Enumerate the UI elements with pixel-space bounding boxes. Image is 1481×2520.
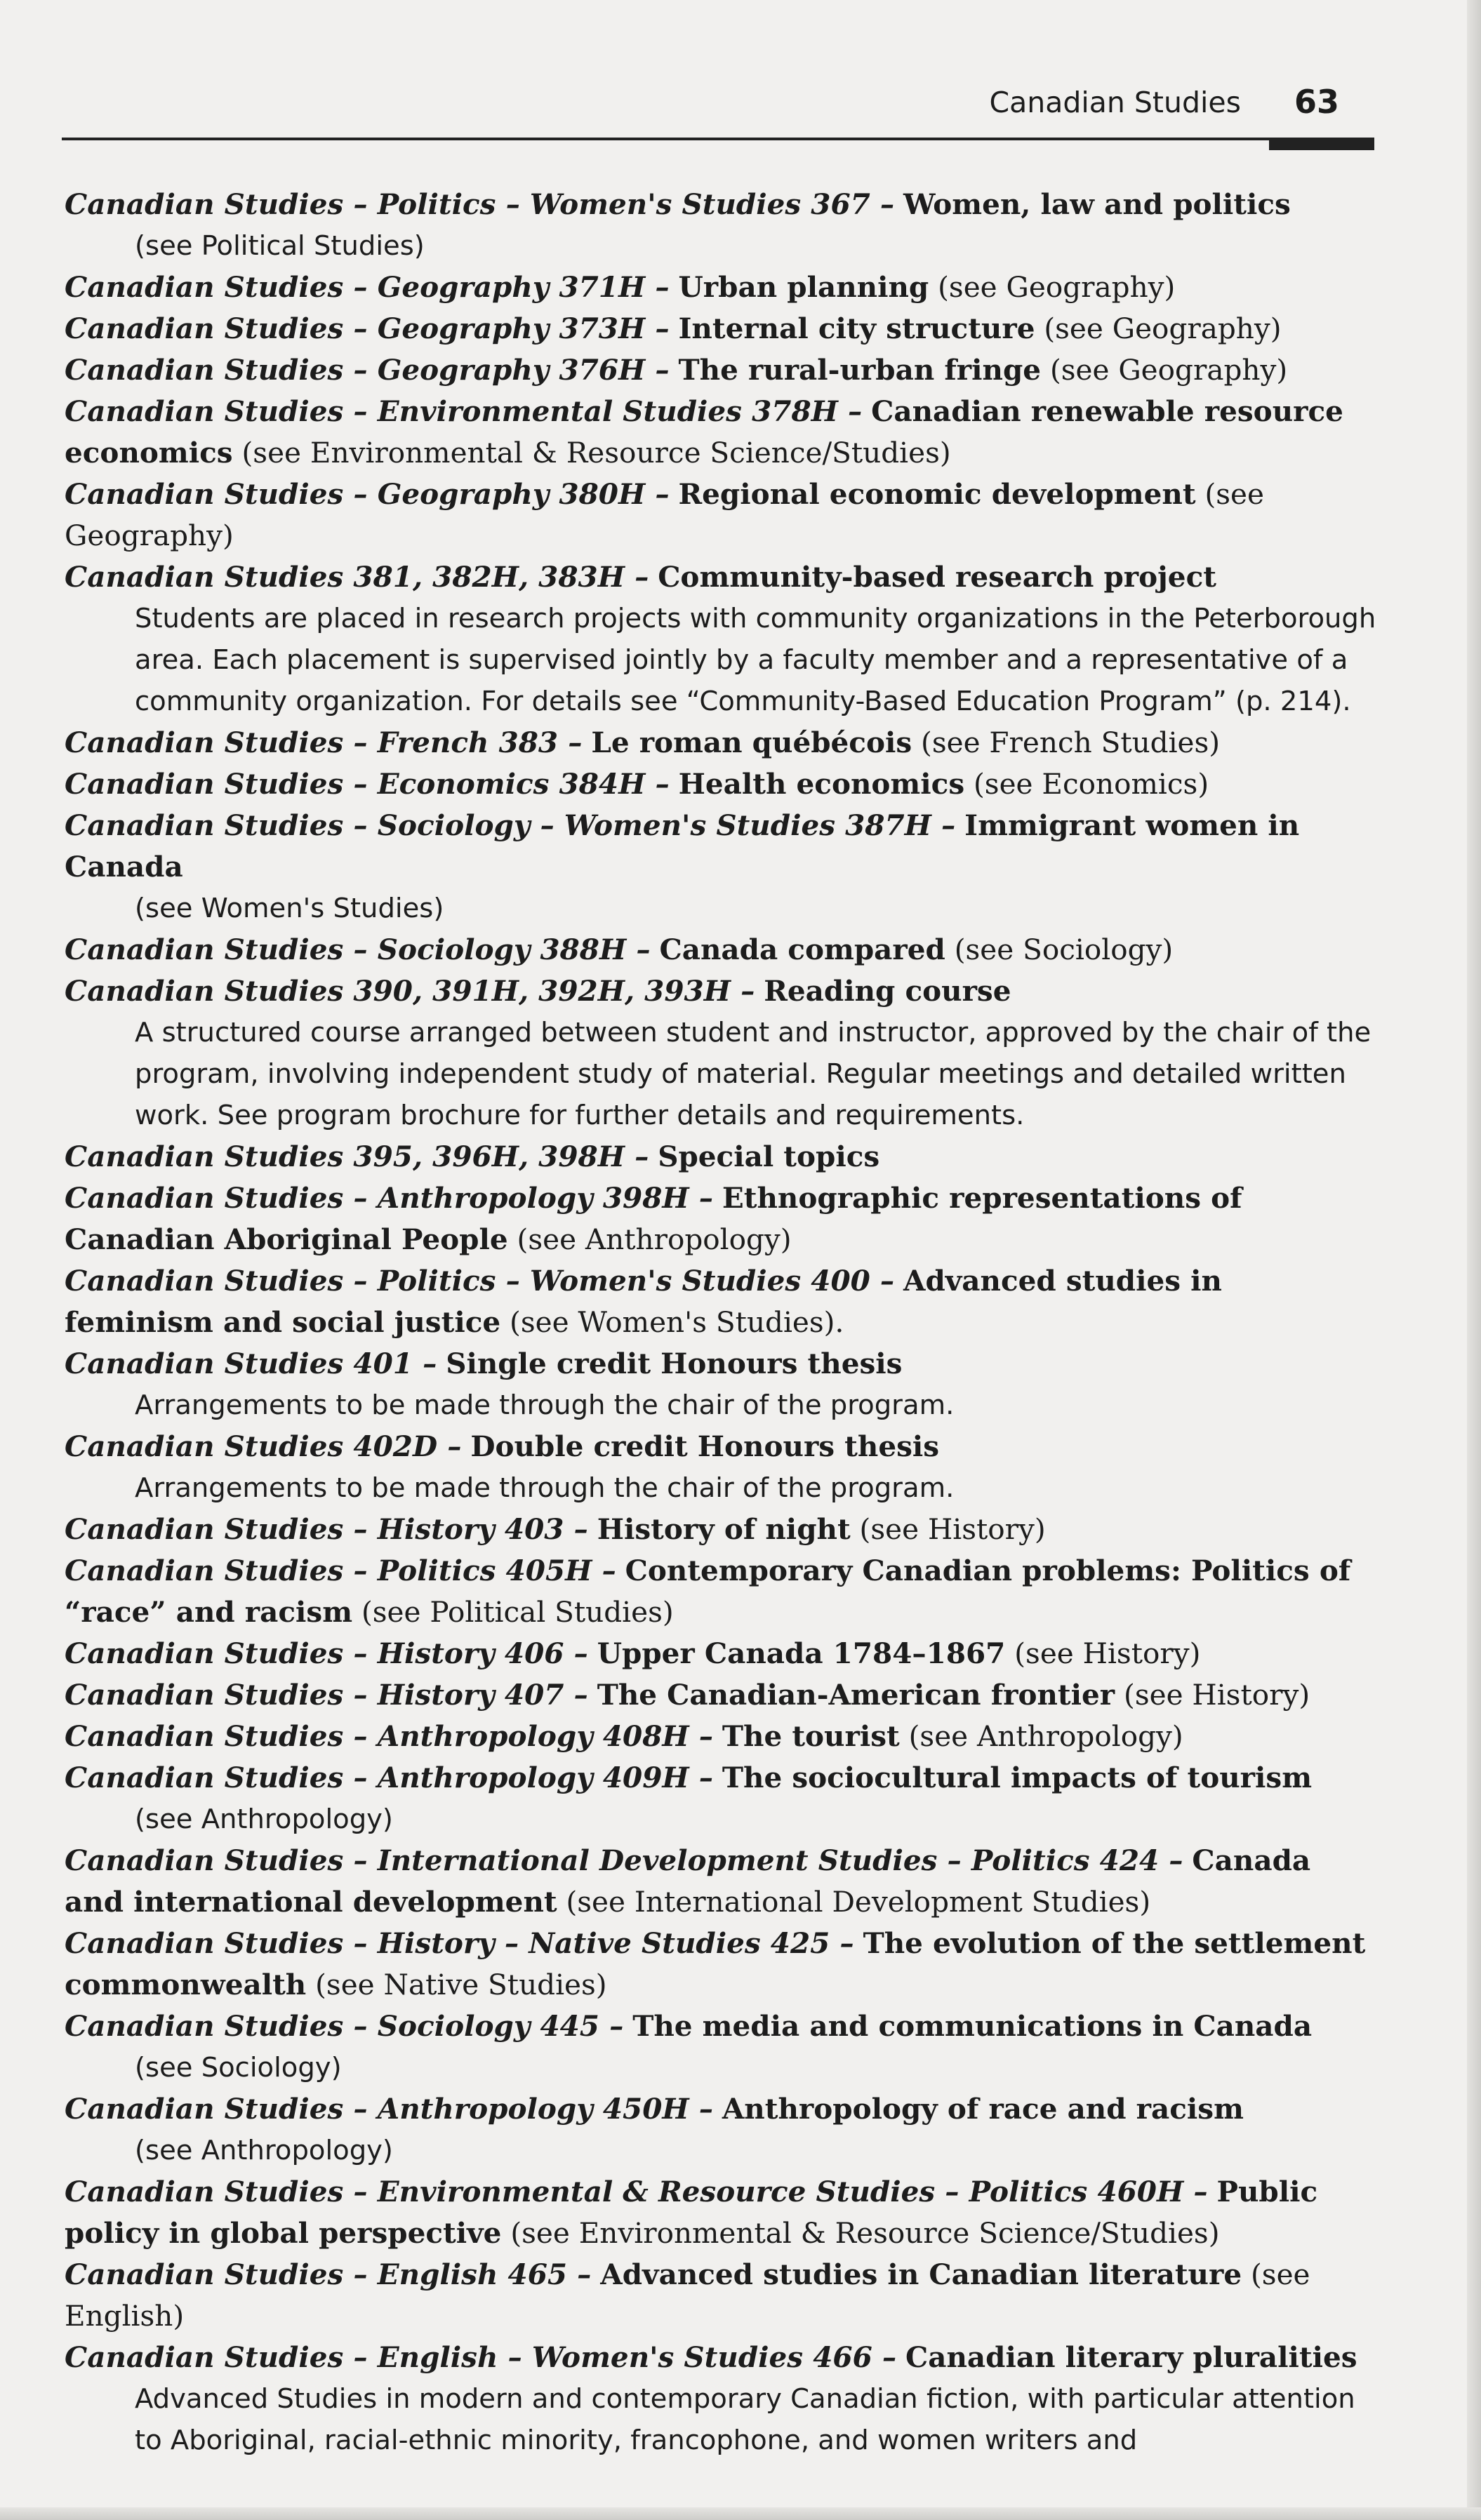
course-entry <box>65 1840 1377 1923</box>
header-rule-tab <box>1269 138 1374 150</box>
course-entry <box>65 267 1377 308</box>
course-entry <box>65 2088 1377 2130</box>
course-title: The rural-urban fringe <box>678 353 1042 387</box>
course-code: Canadian Studies – Anthropology 409H – <box>65 1761 713 1794</box>
course-code: Canadian Studies – Economics 384H – <box>65 767 670 801</box>
course-description: Arrangements to be made through the chair of the program. <box>135 1472 955 1504</box>
course-title: Le roman québécois <box>591 726 912 759</box>
page-number: 63 <box>1294 83 1339 121</box>
course-title: Immigrant women in Canada <box>65 808 1300 884</box>
course-code: Canadian Studies – Anthropology 398H – <box>65 1181 713 1215</box>
course-code: Canadian Studies – French 383 – <box>65 726 583 759</box>
see-reference: (see Geography) <box>65 477 1264 552</box>
course-title: Advanced studies in feminism and social justice <box>65 1264 1222 1339</box>
course-entry <box>65 2254 1377 2337</box>
course-code: Canadian Studies – Politics – Women's Studies 400 – <box>65 1264 895 1298</box>
page-edge-shadow <box>0 2507 1481 2520</box>
see-reference: (see English) <box>65 2258 1310 2333</box>
course-entry <box>65 929 1377 971</box>
see-reference: (see French Studies) <box>921 726 1221 759</box>
course-entry <box>65 1343 1377 1385</box>
header-rule <box>62 138 1374 140</box>
course-entry <box>65 1178 1377 1260</box>
course-title: Community-based research project <box>658 560 1216 594</box>
see-reference: (see Geography) <box>938 270 1176 304</box>
course-entry <box>65 805 1377 888</box>
course-title: The Canadian-American frontier <box>597 1678 1115 1712</box>
course-title: Special topics <box>658 1140 880 1173</box>
course-code: Canadian Studies 381, 382H, 383H – <box>65 560 649 594</box>
course-code: Canadian Studies 401 – <box>65 1347 437 1380</box>
see-reference: (see Native Studies) <box>315 1968 607 2001</box>
course-description: (see Sociology) <box>135 2052 342 2084</box>
see-reference: (see Environmental & Resource Science/Studies) <box>510 2216 1220 2250</box>
course-code: Canadian Studies 390, 391H, 392H, 393H – <box>65 974 755 1008</box>
course-code: Canadian Studies – English 465 – <box>65 2258 592 2291</box>
course-code: Canadian Studies – Sociology – Women's Studies 387H – <box>65 808 956 842</box>
course-title: Urban planning <box>678 270 929 304</box>
course-entry <box>65 722 1377 764</box>
course-description: (see Political Studies) <box>135 230 425 262</box>
course-title: Canada compared <box>659 933 945 966</box>
course-code: Canadian Studies – Anthropology 408H – <box>65 1719 713 1753</box>
see-reference: (see History) <box>859 1512 1046 1546</box>
course-entry <box>65 1509 1377 1550</box>
course-code: Canadian Studies – History 407 – <box>65 1678 588 1712</box>
course-title: Contemporary Canadian problems: Politics of “race” and racism <box>65 1554 1351 1629</box>
see-reference: (see Geography) <box>1044 312 1282 345</box>
page-header <box>62 77 1374 147</box>
course-entry <box>65 349 1377 391</box>
course-title: Double credit Honours thesis <box>470 1429 940 1463</box>
see-reference: (see Environmental & Resource Science/Studies) <box>241 436 951 469</box>
course-entry <box>65 391 1377 474</box>
course-list <box>65 184 1377 2461</box>
course-code: Canadian Studies – Anthropology 450H – <box>65 2092 713 2126</box>
course-title: Internal city structure <box>678 312 1035 345</box>
see-reference: (see Women's Studies). <box>510 1305 844 1339</box>
course-code: Canadian Studies – Geography 373H – <box>65 312 670 345</box>
course-code: Canadian Studies – History 403 – <box>65 1512 588 1546</box>
course-entry <box>65 764 1377 805</box>
course-description: Students are placed in research projects with community organizations in the Peterborough area. Each placement is supervised jointly by a faculty member and a representative of a community organization. For details see “Community-Based Education Program” (p. 214). <box>135 603 1376 717</box>
course-code: Canadian Studies – Environmental Studies 378H – <box>65 394 863 428</box>
course-code: Canadian Studies – Politics 405H – <box>65 1554 616 1587</box>
course-description: (see Women's Studies) <box>135 893 444 924</box>
see-reference: (see Geography) <box>1049 353 1288 387</box>
course-code: Canadian Studies – History – Native Studies 425 – <box>65 1926 854 1960</box>
course-title: The sociocultural impacts of tourism <box>722 1761 1313 1794</box>
course-entry <box>65 1426 1377 1467</box>
course-entry <box>65 1923 1377 2006</box>
course-code: Canadian Studies – English – Women's Studies 466 – <box>65 2340 897 2374</box>
course-entry <box>65 971 1377 1012</box>
course-title: Canada and international development <box>65 1844 1311 1919</box>
course-code: Canadian Studies – Geography 380H – <box>65 477 670 511</box>
course-title: The evolution of the settlement commonwealth <box>65 1926 1366 2001</box>
course-title: Canadian renewable resource economics <box>65 394 1343 469</box>
see-reference: (see Economics) <box>974 767 1209 801</box>
course-entry <box>65 1674 1377 1716</box>
course-entry <box>65 184 1377 225</box>
page-edge-shadow <box>1467 0 1481 2520</box>
see-reference: (see History) <box>1014 1636 1201 1670</box>
course-title: Ethnographic representations of Canadian Aboriginal People <box>65 1181 1242 1256</box>
course-entry <box>65 1550 1377 1633</box>
course-code: Canadian Studies 395, 396H, 398H – <box>65 1140 649 1173</box>
course-title: Canadian literary pluralities <box>905 2340 1357 2374</box>
course-code: Canadian Studies – History 406 – <box>65 1636 588 1670</box>
course-title: The tourist <box>722 1719 900 1753</box>
course-code: Canadian Studies – International Development Studies – Politics 424 – <box>65 1844 1183 1877</box>
course-entry <box>65 2006 1377 2047</box>
course-title: Public policy in global perspective <box>65 2175 1318 2250</box>
course-code: Canadian Studies – Geography 371H – <box>65 270 670 304</box>
course-code: Canadian Studies – Geography 376H – <box>65 353 670 387</box>
see-reference: (see Political Studies) <box>361 1595 674 1629</box>
course-title: Anthropology of race and racism <box>722 2092 1244 2126</box>
course-entry <box>65 1757 1377 1799</box>
course-code: Canadian Studies – Sociology 388H – <box>65 933 651 966</box>
course-title: Reading course <box>764 974 1011 1008</box>
course-title: Health economics <box>678 767 965 801</box>
course-code: Canadian Studies – Environmental & Resource Studies – Politics 460H – <box>65 2175 1208 2208</box>
see-reference: (see Anthropology) <box>908 1719 1183 1753</box>
course-code: Canadian Studies – Sociology 445 – <box>65 2009 624 2043</box>
course-entry <box>65 474 1377 556</box>
running-head: Canadian Studies <box>989 86 1241 119</box>
course-code: Canadian Studies 402D – <box>65 1429 462 1463</box>
course-entry <box>65 556 1377 598</box>
course-code: Canadian Studies – Politics – Women's Studies 367 – <box>65 187 895 221</box>
course-description: Advanced Studies in modern and contemporary Canadian fiction, with particular attention to Aboriginal, racial-ethnic minority, francophone, and women writers and <box>135 2383 1355 2456</box>
course-entry <box>65 1633 1377 1674</box>
course-title: Women, law and politics <box>903 187 1291 221</box>
course-entry <box>65 1260 1377 1343</box>
see-reference: (see Anthropology) <box>517 1222 792 1256</box>
course-description: Arrangements to be made through the chair of the program. <box>135 1389 955 1421</box>
course-entry <box>65 1716 1377 1757</box>
course-description: A structured course arranged between student and instructor, approved by the chair of the program, involving independent study of material. Regular meetings and detailed written work. See program brochure for further details and requirements. <box>135 1017 1372 1131</box>
course-entry <box>65 308 1377 349</box>
course-title: Upper Canada 1784–1867 <box>597 1636 1006 1670</box>
course-title: Advanced studies in Canadian literature <box>600 2258 1242 2291</box>
course-description: (see Anthropology) <box>135 2135 393 2166</box>
course-title: History of night <box>597 1512 851 1546</box>
course-entry <box>65 2171 1377 2254</box>
see-reference: (see International Development Studies) <box>566 1885 1151 1919</box>
course-title: The media and communications in Canada <box>632 2009 1313 2043</box>
course-entry <box>65 1136 1377 1178</box>
course-description: (see Anthropology) <box>135 1804 393 1835</box>
course-entry <box>65 2337 1377 2378</box>
see-reference: (see History) <box>1124 1678 1310 1712</box>
course-title: Regional economic development <box>678 477 1196 511</box>
see-reference: (see Sociology) <box>954 933 1174 966</box>
course-title: Single credit Honours thesis <box>446 1347 903 1380</box>
